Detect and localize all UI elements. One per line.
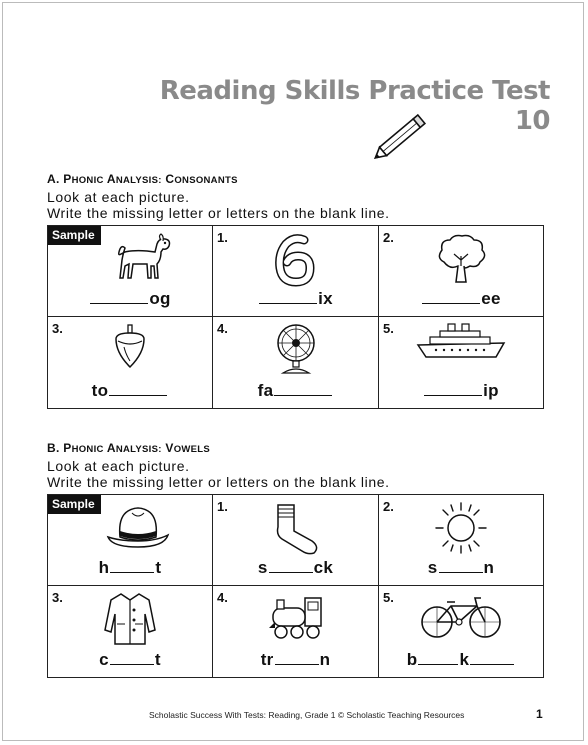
answer-line[interactable]: s ck <box>257 558 334 577</box>
answer-line[interactable]: ix <box>213 289 378 309</box>
footer-credit: Scholastic Success With Tests: Reading, Grade 1 © Scholastic Teaching Resources <box>149 710 465 720</box>
section-a-heading: A. PHONIC ANALYSIS: CONSONANTS <box>47 172 238 186</box>
sock-icon <box>268 501 324 555</box>
hat-icon <box>106 503 170 551</box>
section-b-instruction-1: Look at each picture. <box>47 458 190 474</box>
section-a-item-4: 4. fa <box>213 317 379 408</box>
section-a-instruction-1: Look at each picture. <box>47 189 190 205</box>
section-a-item-5: 5. ip <box>379 317 543 408</box>
section-b-item-1: 1. s ck <box>213 495 379 586</box>
spinning-top-icon <box>110 323 150 371</box>
answer-line[interactable]: s n <box>427 558 495 577</box>
answer-line[interactable]: og <box>48 289 212 309</box>
section-a-item-3: 3. to <box>48 317 213 408</box>
section-b-item-5: 5. b k <box>379 586 543 677</box>
tree-icon <box>434 232 488 286</box>
coat-icon <box>103 590 157 648</box>
section-b-grid <box>47 494 544 678</box>
section-b-item-3: 3. c t <box>48 586 213 677</box>
section-b-sample <box>48 495 213 586</box>
section-b-heading: B. PHONIC ANALYSIS: VOWELS <box>47 441 211 455</box>
answer-line[interactable]: to <box>48 381 212 401</box>
answer-line[interactable]: ee <box>379 289 543 309</box>
answer-line[interactable]: b k <box>379 650 543 670</box>
bicycle-icon <box>419 592 503 640</box>
sample-label: Sample <box>48 226 101 245</box>
section-a-instruction-2: Write the missing letter or letters on the blank line. <box>47 205 390 221</box>
sun-icon <box>432 499 490 557</box>
section-b-item-2: 2. s n <box>379 495 543 586</box>
answer-line[interactable]: ip <box>379 381 543 401</box>
six-icon <box>274 234 318 288</box>
page-number: 1 <box>536 707 543 721</box>
pencil-icon <box>368 106 434 168</box>
sample-label: Sample <box>48 495 101 514</box>
dog-icon <box>111 230 173 282</box>
section-a-item-1: 1. ix <box>213 226 379 317</box>
section-a-sample <box>48 226 213 317</box>
section-b-instruction-2: Write the missing letter or letters on the blank line. <box>47 474 390 490</box>
answer-line[interactable]: tr n <box>260 650 331 669</box>
page-title: Reading Skills Practice Test 10 <box>159 76 550 136</box>
section-a-item-2: 2. ee <box>379 226 543 317</box>
ship-icon <box>416 323 506 363</box>
answer-line[interactable]: h t <box>98 558 162 577</box>
answer-line[interactable]: c t <box>99 650 161 669</box>
section-b-item-4: 4. tr n <box>213 586 379 677</box>
fan-icon <box>273 321 319 375</box>
section-a-grid <box>47 225 544 409</box>
train-icon <box>267 592 325 642</box>
answer-line[interactable]: fa <box>213 381 378 401</box>
